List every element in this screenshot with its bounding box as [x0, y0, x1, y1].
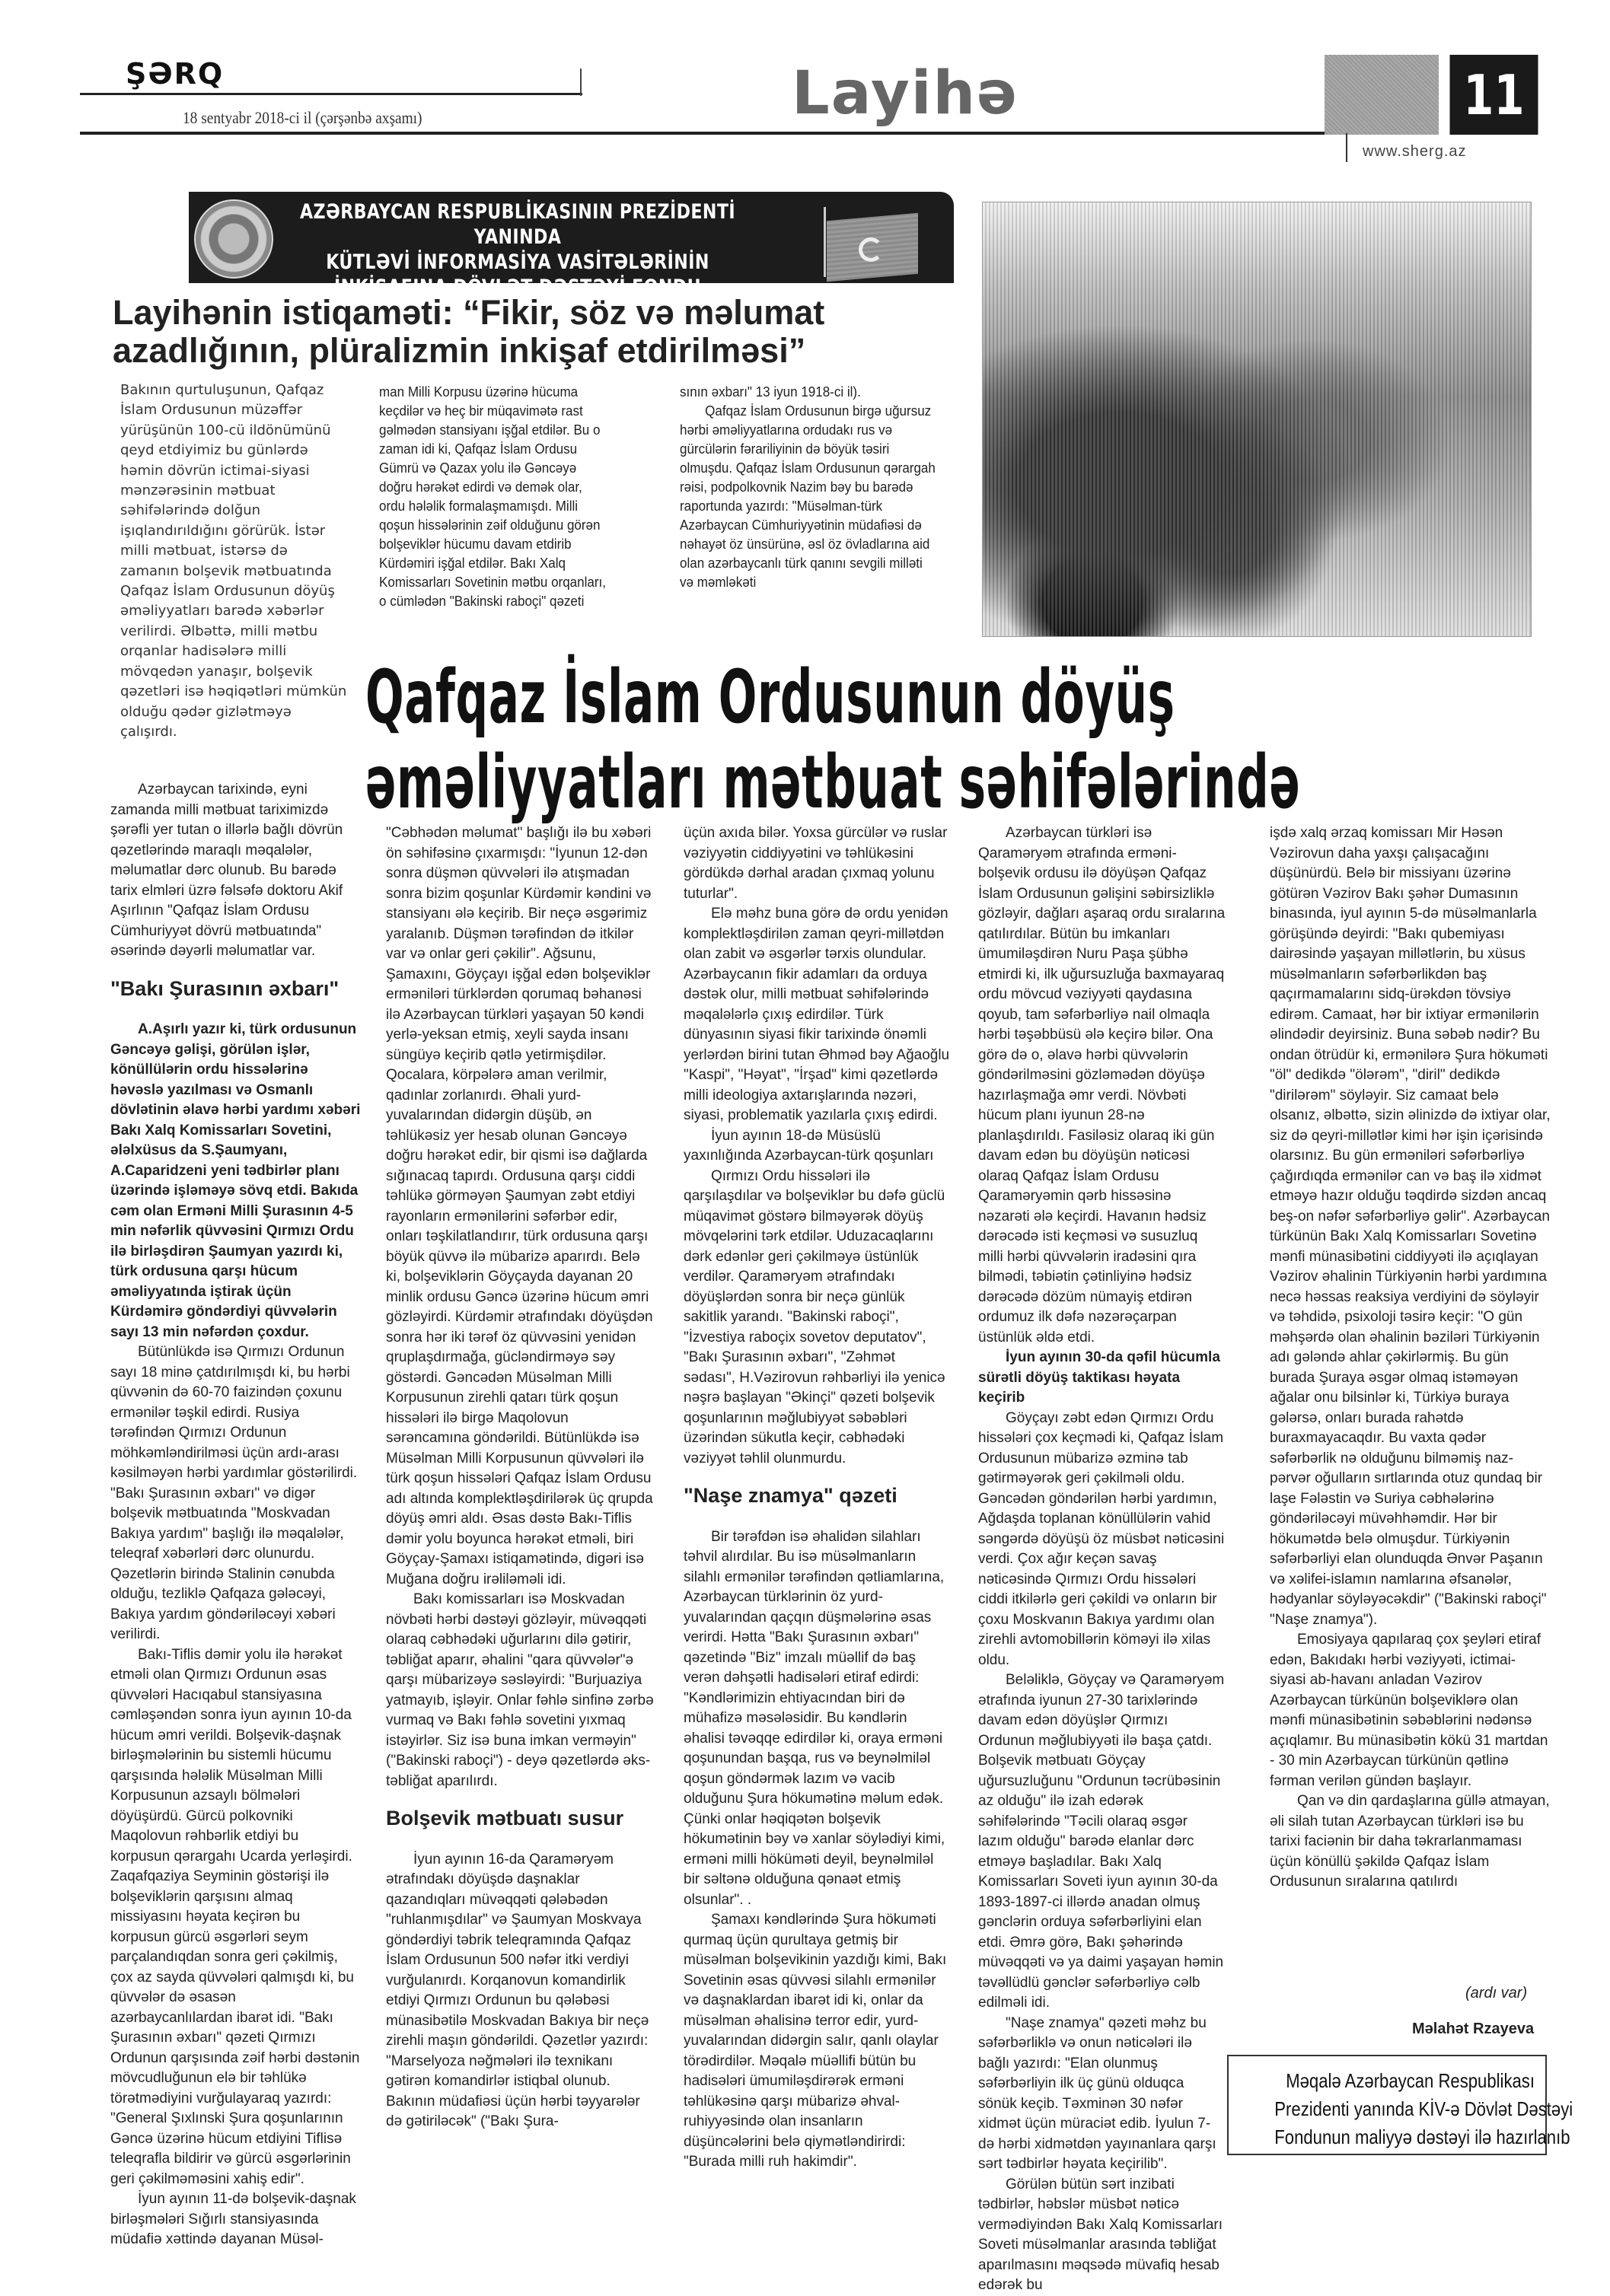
paragraph: "Cəbhədən məlumat" başlığı ilə bu xəbəri ön səhifəsinə çıxarmışdı: "İyunun 12-dən sonra düşmən qüvvələri ilə atışmadan sonra bizim qoşunlar Kürdəmir kəndini və stansiyanı ələ keçirib. Bir neçə əsgərimiz yaralanıb. Düşmən tərəfindən də itkilər var və onlar geri çəkilir". Ağsunu, Şamaxını, Göyçayı işğal edən bolşeviklər erməniləri türklərdən qorumaq bəhanəsi ilə Azərbaycan türkləri yaşayan 50 kəndi yerlə-yeksan etmiş, xeyli sayda insanı süngüyə keçirib qətlə yetirmişdilər. Qocalara, körpələrə aman verilmir, qadınlar zorlanırdı. Əhali yurd-yuvalarından didərgin düşüb, ən təhlükəsiz yer hesab olunan Gəncəyə doğru hərəkət edir, bir qismi isə dağlarda sığınacaq tapırdı. Ordusuna qarşı ciddi təhlükə görməyən Şaumyan zəbt etdiyi rayonların ermənilərini səfərbər edir, onları təşkilatlandırır, türk ordusuna qarşı böyük qüvvə ilə mübarizə aparırdı. Belə ki, bolşeviklərin Göyçayda dayanan 20 minlik ordusu Gəncə üzərinə hücum əmri gözləyirdi. Kürdəmir ətrafındakı döyüşdən sonra hər iki tərəf öz qüvvəsini yenidən qruplaşdırmağa, gücləndirməyə səy göstərdi. Gəncədən Müsəlman Milli Korpusunun zirehli qatarı türk qoşun hissələri ilə birgə Maqolovun sərəncamına göndərildi. Bütünlükdə isə Müsəlman Milli Korpusunun qüvvələri ilə türk qoşun hissələri Qafqaz İslam Ordusu adı altında komplektləşdirilərək üç qrupda döyüş əmri aldı. Əsas dəstə Bakı-Tiflis dəmir yolu boyunca hərəkət etməli, biri Göyçay-Şamaxı istiqamətində, digəri isə Muğana doğru irəliləməli idi.: [386, 825, 653, 1587]
paragraph: Emosiyaya qapılaraq çox şeyləri etiraf edən, Bakıdakı hərbi vəziyyəti, ictimai-siyasi ab-havanı anladan Vəzirov Azərbaycan türkünün bolşeviklərə olan mənfi münasibətinin səbəblərini nədənsə açıqlamır. Bu münasibətin kökü 31 martdan - 30 min Azərbaycan türkünün qətlinə fərman verilən gündən başlayır.: [1270, 1632, 1548, 1789]
subheading: "Naşe znamya" qəzeti: [684, 1484, 897, 1507]
azerbaijan-state-emblem-icon: [194, 199, 273, 279]
paragraph: Elə məhz buna görə də ordu yenidən komplektləşdirilən zaman qeyri-millətdən olan zabit və əsgərlər tərxis olundular. Azərbaycanın fikir adamları da orduya dəstək olur, milli mətbuat səhifələrində məqalələrlə çıxış edirdilər. Türk dünyasının siyasi fikir tarixində önəmli yerlərdən birini tutan Əhməd bəy Ağaoğlu "Kaspi", "Həyat", "İrşad" kimi qəzetlərdə milli ideologiya axtarışlarında nəzəri, siyasi, problematik yazılarla çıxış edirdi.: [684, 906, 950, 1123]
paragraph: Azərbaycan türkləri isə Qaraməryəm ətrafında erməni-bolşevik ordusu ilə döyüşən Qafqaz İslam Ordusunun gəlişini səbirsizliklə gözləyir, dağları aşaraq ordu sıralarına qatılırdılar. Bütün bu imkanları ümumiləşdirən Nuru Paşa şübhə etmirdi ki, ilk uğursuzluğa baxmayaraq ordu mövcud vəziyyəti qaydasına qoyub, tam səfərbərliyə nail olmaqla hərbi təşəbbüsü ələ keçirə bilər. Ona görə də o, əlavə hərbi qüvvələrin göndərilməsini gözləmədən döyüşə hazırlaşmağa əmr verdi. Növbəti hücum planı iyunun 28-nə planlaşdırıldı. Fasiləsiz olaraq iki gün davam edən bu döyüşün nəticəsi olaraq Qafqaz İslam Ordusu Qaraməryəmin qərb hissəsinə nəzarəti ələ keçirdi. Havanın hədsiz dərəcədə isti keçməsi və susuzluq milli hərbi qüvvələrin iradəsini qıra bilmədi, təbiətin çətinliyinə hədsiz dərəcədə dözüm nümayiş etdirən ordumuz ilk dəfə nəzərəçarpan üstünlük əldə etdi.: [978, 825, 1226, 1345]
fund-banner-line: KÜTLƏVİ İNFORMASİYA VASİTƏLƏRİNİN: [326, 250, 709, 274]
intro-column-3: [680, 382, 939, 591]
issue-date: 18 sentyabr 2018-ci il (çərşənbə axşamı): [183, 108, 422, 127]
archival-photo: [982, 202, 1532, 637]
flagpole-icon: [824, 207, 826, 277]
headline-line: əməliyyatları mətbuat səhifələrində: [365, 740, 1301, 825]
paragraph: İyun ayının 16-da Qaraməryəm ətrafındakı döyüşdə daşnaklar qazandıqları müvəqqəti qələbədən "ruhlanmışdılar" və Şaumyan Moskvaya göndərdiyi təbrik teleqramında Qafqaz İslam Ordusunun 500 nəfər itki verdiyi vurğulanırdı. Korqanovun komandirlik etdiyi Qırmızı Ordunun bu qələbəsi münasibətilə Moskvadan Bakıya bir neçə zirehli maşın göndərildi. Qəzetlər yazırdı: "Marselyoza nəğmələri ilə texnikanı gətirən komandirlər istiqbal olunub. Bakının müdafiəsi üçün hərbi təyyarələr də gətiriləcək" ("Bakı Şura-: [386, 1851, 649, 2129]
fund-banner-line: İNKİŞAFINA DÖVLƏT DƏSTƏYİ FONDU: [334, 275, 701, 299]
paragraph: Bütünlükdə isə Qırmızı Ordunun sayı 18 minə çatdırılmışdı ki, bu hərbi qüvvənin də 60-70 faizindən çoxunu ermənilər təşkil edirdi. Rusiya tərəfindən Qırmızı Ordunun möhkəmləndirilməsi üçün ardı-arası kəsilməyən hərbi yardımlar göstərilirdi. "Bakı Şurasının əxbarı" və digər bolşevik mətbuatında "Moskvadan Bakıya yardım" başlığı ilə məqalələr, teleqraf xəbərləri dərc olunurdu. Qəzetlərin birində Stalinin cənubda olduğu, tezliklə Qafqaza gələcəyi, Bakıya yardım göndəriləcəyi xəbəri verilirdi.: [110, 1344, 358, 1642]
intro-column-1: [120, 381, 349, 742]
article-headline: [365, 654, 1301, 825]
newspaper-logo: ŞƏRQ: [126, 57, 225, 91]
paragraph: A.Aşırlı yazır ki, türk ordusunun Gəncəyə gəlişi, görülən işlər, könüllülərin ordu hissələrinə həvəslə yazılması və Osmanlı dövlətinin əlavə hərbi yardımı xəbəri Bakı Xalq Komissarları Sovetini, ələlxüsus da S.Şaumyanı, A.Caparidzeni yeni tədbirlər planı üzərində işləməyə sövq etdi. Bakıda cəm olan Erməni Milli Şurasının 4-5 min nəfərlik qüvvəsini Qırmızı Ordu ilə birləşdirən Şaumyan yazırdı ki, türk ordusuna qarşı hücum əməliyyatında iştirak üçün Kürdəmirə göndərdiyi qüvvələrin sayı 13 min nəfərdən çoxdur.: [110, 1021, 361, 1340]
page-tab-shade: [1325, 55, 1439, 135]
crescent-icon: [859, 237, 883, 262]
intro-column-2: [379, 382, 611, 610]
project-direction-title: [113, 294, 965, 370]
paragraph: "Naşe znamya" qəzeti məhz bu səfərbərliklə və onun nəticələri ilə bağlı yazırdı: "Elan olunmuş səfərbərliyin ilk üç günü olduqca sönük keçib. Təxminən 30 nəfər xidmət üçün müraciət edib. İyulun 7-də hərbi xidmətdən yayınanlara qarşı sərt tədbirlər həyata keçirilib".: [978, 2014, 1216, 2172]
article-column-3: [684, 823, 950, 2173]
paragraph: İyun ayının 18-də Müsüslü yaxınlığında Azərbaycan-türk qoşunları: [684, 1127, 934, 1164]
fund-banner-line: AZƏRBAYCAN RESPUBLİKASININ PREZİDENTİ YANINDA: [299, 200, 736, 249]
credit-line: Məqalə Azərbaycan Respublikası: [1286, 2069, 1535, 2092]
article-column-1: [110, 780, 362, 2250]
paragraph: Bakı-Tiflis dəmir yolu ilə hərəkət etməli olan Qırmızı Ordunun əsas qüvvələri Hacıqabul stansiyasına cəmləşəndən sonra iyun ayının 10-da hücum əmri verildi. Bolşevik-daşnak birləşmələrinin bu sistemli hücumu qarşısında hələlik Müsəlman Milli Korpusunun azsaylı bölmələri döyüşürdü. Gürcü polkovniki Maqolovun rəhbərlik etdiyi bu korpusun qərargahı Ucarda yerləşirdi. Zaqafqaziya Seyminin göstərişi ilə bolşeviklərin qarşısını almaq missiyasını həyata keçirən bu korpusun gürcü əsgərləri seym parçalandıqdan sonra geri çəkilmiş, çox az sayda qüvvələri qalmışdı ki, bu qüvvələr də əsasən azərbaycanlılardan ibarət idi. "Bakı Şurasının əxbarı" qəzeti Qırmızı Ordunun qarşısında zəif hərbi dəstənin mövcudluğunun elə bir təhlükə törətmədiyini vurğulayaraq yazırdı: "General Şıxlınski Şura qoşunlarının Gəncə üzərinə hücum etdiyini Tiflisə teleqrafla bildirir və gürcü əsgərlərinin geri çəkilməməsini xahiş edir".: [110, 1646, 360, 2187]
author-byline: Məlahət Rzayeva: [1412, 2021, 1535, 2037]
credit-line: Fondunun maliyyə dəstəyi ilə hazırlanıb: [1274, 2126, 1570, 2148]
project-title-line: azadlığının, plüralizmin inkişaf etdirilməsi”: [113, 331, 806, 370]
paragraph: Qan və din qardaşlarına güllə atmayan, əli silah tutan Azərbaycan türkləri isə bu tarixi faciənin bir daha təkrarlanmaması üçün könüllü şəkildə Qafqaz İslam Ordusunun sıralarına qatılırdı: [1270, 1793, 1550, 1890]
website-url: www.sherg.az: [1363, 143, 1467, 160]
paragraph: Beləliklə, Göyçay və Qaraməryəm ətrafında iyunun 27-30 tarixlərində davam edən döyüşlər Qırmızı Ordunun məğlubiyyəti ilə başa çatdı. Bolşevik mətbuatı Göyçay uğursuzluğunu "Ordunun təcrübəsinin az olduğu" ilə izah edərək səhifələrində "Təcili olaraq əsgər lazım olduğu" barədə elanlar dərc etməyə başladılar. Bakı Xalq Komissarları Soveti iyun ayının 30-da 1893-1897-ci illərdə anadan olmuş gənclərin orduya səfərbərliyini elan etdi. Əmrə görə, Bakı şəhərində müvəqqəti və ya daimi yaşayan həmin təvəllüdlü gənclər səfərbərliyə cəlb edilməli idi.: [978, 1672, 1225, 2011]
project-title-line: Layihənin istiqaməti: “Fikir, söz və məlumat: [113, 293, 825, 332]
paragraph: man Milli Korpusu üzərinə hücuma keçdilər və heç bir müqavimətə rast gəlmədən stansiyanı işğal etdilər. Bu o zaman idi ki, Qafqaz İslam Ordusu Gümrü və Qazax yolu ilə Gəncəyə doğru hərəkət edirdi və demək olar, ordu hələlik formalaşmamışdı. Milli qoşun hissələrinin zəif olduğunu görən bolşeviklər hücumu davam etdirib Kürdəmiri işğal etdilər. Bakı Xalq Komissarları Sovetinin mətbu orqanları, o cümlədən "Bakinski raboçi" qəzeti: [379, 384, 606, 609]
section-title: Layihə: [792, 59, 1019, 128]
paragraph: üçün axıda bilər. Yoxsa gürcülər və ruslar vəziyyətin ciddiyyətini və təhlükəsini gördükdə dərhal aradan çıxmaq yolunu tuturlar".: [684, 825, 948, 902]
headline-line: Qafqaz İslam Ordusunun döyüş: [365, 654, 1175, 740]
paragraph: Qırmızı Ordu hissələri ilə qarşılaşdılar və bolşeviklər bu dəfə güclü müqavimət göstərə bilməyərək döyüş mövqelərini tərk etdilər. Uduzacaqlarını dərk edənlər geri çəkilməyə üstünlük verdilər. Qaraməryəm ətrafındakı döyüşlərdən sonra bir neçə günlük sakitlik yarandı. "Bakinski raboçi", "İzvestiya raboçix sovetov deputatov", "Bakı Şurasının əxbarı", "Zəhmət sədası", H.Vəzirovun rəhbərliyi ilə yenicə nəşrə başlayan "Əkinçi" qəzeti bolşevik qoşunlarının məğlubiyyət səbəbləri üzərindən sükutla keçir, cəbhədəki vəziyyət təhlil olunmurdu.: [684, 1167, 945, 1466]
article-column-4: [978, 823, 1226, 2296]
paragraph: Göyçayı zəbt edən Qırmızı Ordu hissələri çox keçmədi ki, Qafqaz İslam Ordusunun mübarizə əzminə tab gətirməyərək geri çəkilməli oldu. Gəncədən göndərilən hərbi yardımın, Ağdaşda toplanan könüllülərin vahid səngərdə döyüşü öz müsbət nəticəsini verdi. Çox ağır keçən savaş nəticəsində Qırmızı Ordu hissələri ciddi itkilərlə geri çəkildi və onların bir çoxu Moskvanın Bakıya yardımı olan zirehli avtomobillərin köməyi ilə xilas oldu.: [978, 1409, 1225, 1668]
paragraph: Bir tərəfdən isə əhalidən silahları təhvil alırdılar. Bu isə müsəlmanların silahlı ermənilər tərəfindən qətliamlarına, Azərbaycan türklərinin öz yurd-yuvalarından qaçqın düşmələrinə əsas verirdi. Hətta "Bakı Şurasının əxbarı" qəzetində "Biz" imzalı müəllif də baş verən dəhşətli hadisələri etiraf edirdi: "Kəndlərimizin ehtiyacından biri də mühafizə məsələsidir. Bu kəndlərin əhalisi təvəqqe edirdilər ki, oraya erməni qoşunundan başqa, rus və beynəlmiləl qoşun göndərmək lazım və vacib olduğunu Şura hökumətinə məlum edək. Çünki onlar həqiqətən bolşevik hökumətinin bəy və xanlar söylədiyi kimi, erməni milli höküməti deyil, beynəlmiləl bir səltənə olduğuna qənaət etmiş olsunlar". .: [684, 1528, 945, 1908]
paragraph: Görülən bütün sərt inzibati tədbirlər, həbslər müsbət nəticə vermədiyindən Bakı Xalq Komissarları Soveti müsəlmanlar arasında təbliğat aparılmasını məqsədə müvafiq hesab edərək bu: [978, 2176, 1223, 2293]
continued-note: (ardı var): [1465, 1985, 1528, 2001]
paragraph: Azərbaycan tarixində, eyni zamanda milli mətbuat tariximizdə şərəfli yer tutan o illərlə bağlı dövrün qəzetlərində maraqlı məqalələr, məlumatlar dərc olunub. Bu barədə tarix elmləri üzrə fəlsəfə doktoru Akif Aşırlının "Qafqaz İslam Ordusu Cümhuriyyət dövrü mətbuatında" əsərində dəyərli məlumatlar var.: [110, 782, 343, 959]
funding-credit-box: [1227, 2055, 1573, 2155]
paragraph: Bakının qurtuluşunun, Qafqaz İslam Ordusunun müzəffər yürüşünün 100-cü ildönümünü qeyd etdiyimiz bu günlərdə həmin dövrün ictimai-siyasi mənzərəsinin mətbuat səhifələrində dolğun işıqlandırıldığını görürük. İstər milli mətbuat, istərsə də zamanın bolşevik mətbuatında Qafqaz İslam Ordusunun döyüş əməliyyatları barədə xəbərlər verilirdi. Əlbəttə, milli mətbu orqanlar hadisələrə milli mövqedən yanaşır, bolşevik qəzetləri isə həqiqətləri mümkün olduğu qədər gizlətməyə çalışırdı.: [120, 382, 347, 740]
paragraph: Bakı komissarları isə Moskvadan növbəti hərbi dəstəyi gözləyir, müvəqqəti olaraq cəbhədəki uğurlarını dilə gətirir, təbliğat aparır, əhalini "qara qüvvələr"ə qarşı mübarizəyə səsləyirdi: "Burjuaziya yatmayıb, işləyir. Onlar fəhlə sinfinə zərbə vurmaq və Bakı fəhlə sovetini yıxmaq istəyirlər. Siz isə buna imkan verməyin" ("Bakinski raboçi") - deyə qəzetlərdə əks-təbliğat aparılırdı.: [386, 1591, 654, 1789]
paragraph: işdə xalq ərzaq komissarı Mir Həsən Vəzirovun daha yaxşı çalışacağını düşünürdü. Belə bir missiyanı üzərinə götürən Vəzirov Bakı şəhər Dumasının binasında, iyul ayının 5-də müsəlmanlarla görüşündə deyirdi: "Bakı qubemiyası dairəsində yaşayan millətlərin, bu xüsus müsəlmanların səfərbərlikdən baş qaçırmamalarını sidq-ürəkdən tövsiyə edirəm. Camaat, hər bir ixtiyar ermənilərin əlindədir deyirsiniz. Buna səbəb nədir? Bu ondan ötrüdür ki, ermənilərə Şura hökuməti "öl" dedikdə "ölərəm", "diril" dedikdə "dirilərəm" söyləyir. Siz camaat belə olsanız, əlbəttə, sizin əlinizdə də ixtiyar olar, siz də qeyri-millətlər kimi hər işin içərisində olarsınız. Bu gün erməniləri səfərbərliyə çağırdıqda ermənilər can və baş ilə xidmət etməyə hazır olduğu təqdirdə sizdən ancaq beş-on nəfər səfərbərliyə gəlir". Azərbaycan türkünün Bakı Xalq Komissarları Sovetinə mənfi münasibətini ciddiyyəti ilə açıqlayan Vəzirov əhalinin Türkiyənin hərbi yardımına necə həssas reaksiya verdiyini də söyləyir və təhdidə, psixoloji təsirə keçir: "O gün məhşərdə olan əhalinin bəziləri Türkiyənin adı gələndə ahlar çəkirlərmiş. Bu gün burada Şuraya əsgər olmaq istəməyən ağalar onu bilsinlər ki, Türkiyə buraya gələrsə, onları burada rahətdə buraxmayacaqdır. Bu vaxta qədər səfərbərlik nə olduğunu bilməmiş naz-pərvər oğulların sırtlarında otuz qundaq bir laşe Fələstin və Suriya cəbhələrinə göndəriləcəyi müvəhhəmdir. Hər bir hökumətdə belə olmuşdur. Türkiyənin səfərbərliyi elan olunduqda Ənvər Paşanın və xəlifei-islamın namlarına əfsanələr, hədyanlar söyləyəcəkdir" ("Bakinski raboçi" "Naşe znamya").: [1270, 825, 1551, 1628]
paragraph: İyun ayının 30-da qəfil hücumla sürətli döyüş taktikası həyata keçirib: [978, 1349, 1220, 1406]
masthead-divider: [580, 68, 582, 96]
paragraph: İyun ayının 11-də bolşevik-daşnak birləşmələri Sığırlı stansiyasında müdafiə xəttində dayanan Müsəl-: [110, 2191, 356, 2247]
masthead-divider: [80, 132, 1347, 135]
article-column-5: [1270, 823, 1551, 1893]
subheading: Bolşevik mətbuatı susur: [386, 1807, 624, 1829]
paragraph: sının əxbarı" 13 iyun 1918-ci il).: [680, 384, 861, 400]
credit-line: Prezidenti yanında KİV-ə Dövlət Dəstəyi: [1274, 2097, 1573, 2120]
masthead-divider: [80, 93, 582, 95]
page-number: 11: [1450, 55, 1538, 135]
article-column-2: [386, 823, 654, 2132]
fund-banner-text: [299, 199, 736, 300]
paragraph: Qafqaz İslam Ordusunun birgə uğursuz hərbi əməliyyatlarına ordudakı rus və gürcülərin fərariliyinin də böyük təsiri olmuşdu. Qafqaz İslam Ordusunun qərargah rəisi, podpolkovnik Nazim bəy bu barədə raportunda yazırdı: "Müsəlman-türk Azərbaycan Cümhuriyyətinin müdafiəsi də nəhayət öz ünsürünə, əsl öz övladlarına aid olan azərbaycanlı türk qanını sevgili milləti və məmləkəti: [680, 403, 936, 590]
paragraph: Şamaxı kəndlərində Şura hökuməti qurmaq üçün qurultaya getmiş bir müsəlman bolşevikinin yazdığı kimi, Bakı Sovetinin əsas qüvvəsi silahlı ermənilər və daşnaklardan ibarət idi ki, onlar da müsəlman əhalisinə terror edir, yurd-yuvalarından didərgin salır, qanlı olaylar törədirdilər. Məqalə müəllifi bütün bu hadisələri ümumiləşdirərək erməni təhlükəsinə qarşı mübarizə əhval-ruhiyyəsində olan insanların düşüncələrini belə qiymətləndirirdi: "Burada milli ruh hakimdir".: [684, 1912, 947, 2170]
subheading: "Bakı Şurasının əxbarı": [110, 976, 340, 1000]
masthead-divider: [1346, 133, 1347, 162]
